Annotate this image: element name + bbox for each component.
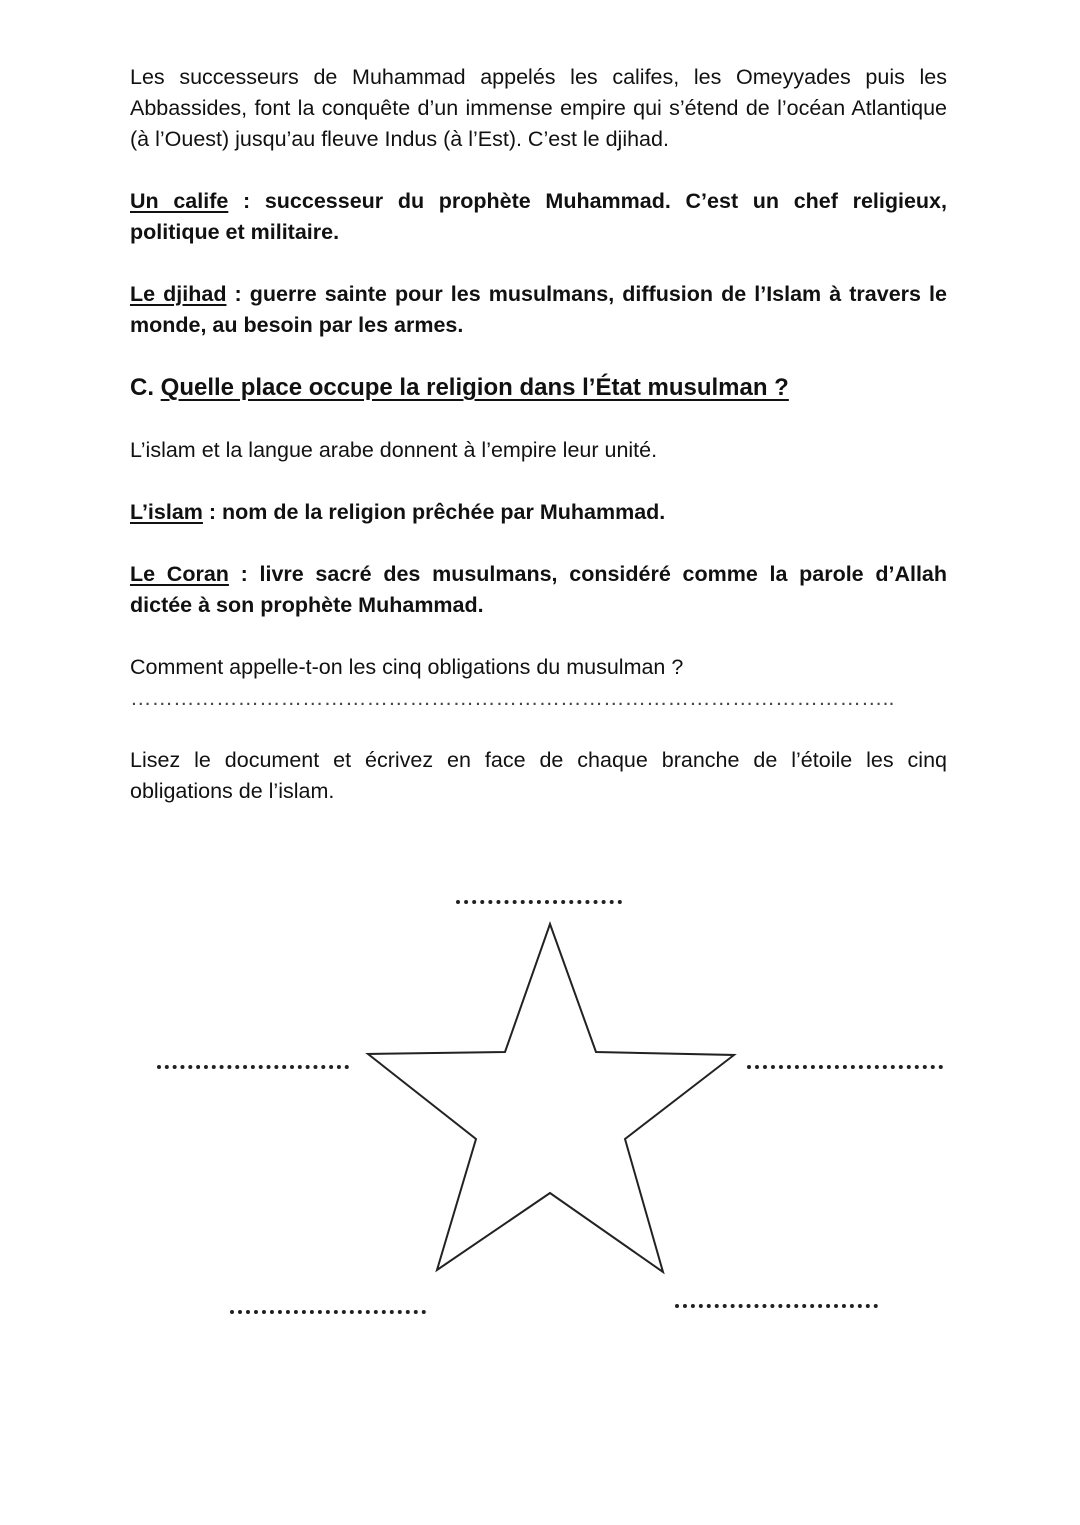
definition-calife: Un calife : successeur du prophète Muhammad. C’est un chef religieux, politique et militaire. — [130, 189, 947, 244]
section-heading — [130, 372, 947, 404]
section-title: Quelle place occupe la religion dans l’État musulman ? — [160, 374, 789, 401]
blank-top[interactable] — [456, 900, 622, 910]
definition-djihad: Le djihad : guerre sainte pour les musulmans, diffusion de l’Islam à travers le monde, au besoin par les armes. — [130, 282, 947, 337]
answer-line[interactable]: …………………………………………………………………………………………….. — [130, 686, 895, 710]
definition-islam: L’islam : nom de la religion prêchée par Muhammad. — [130, 500, 666, 524]
definition-term: Le Coran — [130, 562, 229, 586]
section-letter: C. — [130, 374, 154, 401]
question-text: Comment appelle-t-on les cinq obligations du musulman ? — [130, 655, 684, 679]
blank-right[interactable] — [747, 1065, 943, 1075]
blank-bottom-right[interactable] — [675, 1304, 878, 1314]
definition-term: Le djihad — [130, 282, 227, 306]
definition-text: nom de la religion prêchée par Muhammad. — [222, 500, 666, 524]
definition-coran: Le Coran : livre sacré des musulmans, considéré comme la parole d’Allah dictée à son prophète Muhammad. — [130, 562, 948, 617]
five-point-star — [368, 924, 734, 1272]
definition-term: L’islam — [130, 500, 203, 524]
instruction-text: Lisez le document et écrivez en face de chaque branche de l’étoile les cinq obligations de l’islam. — [130, 748, 947, 803]
unity-text: L’islam et la langue arabe donnent à l’empire leur unité. — [130, 438, 658, 462]
definition-text: guerre sainte pour les musulmans, diffusion de l’Islam à travers le monde, au besoin par les armes. — [130, 282, 947, 337]
document-page — [130, 62, 947, 807]
intro-paragraph: Les successeurs de Muhammad appelés les califes, les Omeyyades puis les Abbassides, font la conquête d’un immense empire qui s’étend de l’océan Atlantique (à l’Ouest) jusqu’au fleuve Indus (à l’Est). C’est le djihad. — [130, 65, 947, 151]
blank-left[interactable] — [157, 1065, 349, 1075]
definition-term: Un calife — [130, 189, 229, 213]
definition-text: successeur du prophète Muhammad. C’est un chef religieux, politique et militaire. — [130, 189, 947, 244]
definition-text: livre sacré des musulmans, considéré comme la parole d’Allah dictée à son prophète Muhammad. — [130, 562, 948, 617]
blank-bottom-left[interactable] — [230, 1310, 426, 1320]
